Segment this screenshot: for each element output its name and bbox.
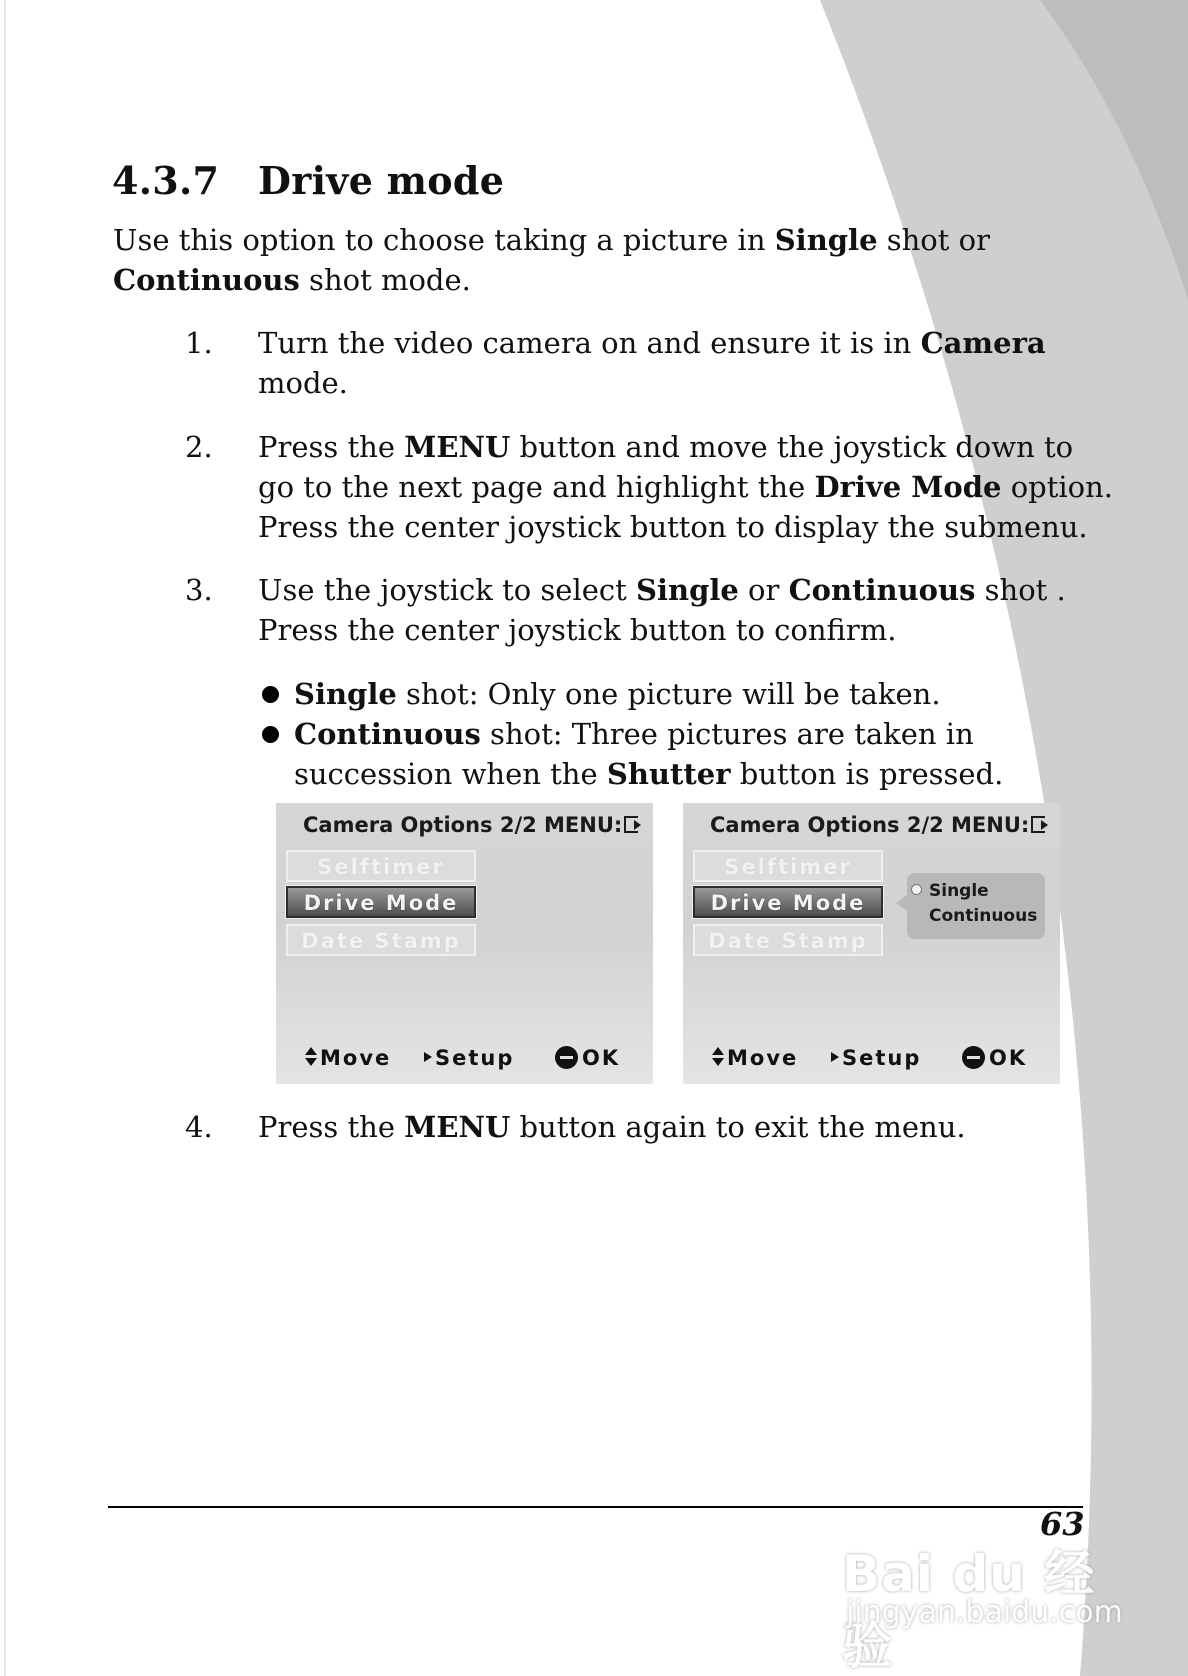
step-text [258,1107,1088,1147]
screen-title: Camera Options 2/2 [710,813,944,837]
step-number: 3. [185,573,213,607]
bullet-text [294,714,1004,794]
menu-item-selftimer: Selftimer [693,850,883,882]
bullet-bold: Single [294,677,397,711]
intro-text: shot or [877,223,990,257]
menu-item-date-stamp: Date Stamp [693,924,883,956]
watermark-url: jingyan.baidu.com [846,1595,1123,1630]
intro-bold-continuous: Continuous [113,263,300,297]
baidu-watermark [842,1500,1123,1675]
camera-submenu-screenshot [683,803,1060,1084]
watermark-brand: Bai du 经验 [842,1545,1096,1675]
step-text-part: Turn the video camera on and ensure it is in [258,326,921,360]
section-title: Drive mode [258,158,505,203]
footer-move [712,1046,798,1070]
footer-setup-label: Setup [435,1046,515,1070]
step-bold-menu: MENU [404,430,511,464]
ok-button-icon [555,1046,578,1069]
bullet-text-part: shot: Only one picture will be taken. [396,677,941,711]
submenu-option-single: Single [929,881,989,901]
right-arrow-icon [831,1052,839,1062]
step-text-part: Use the joystick to select [258,573,637,607]
menu-item-date-stamp: Date Stamp [286,924,476,956]
bullet-bold-shutter: Shutter [606,757,731,791]
step-text-part: button again to exit the menu. [510,1110,966,1144]
exit-icon [1031,816,1045,833]
section-number: 4.3.7 [112,158,220,203]
footer-move-label: Move [727,1046,799,1070]
bullet-text [294,674,984,714]
intro-text: Use this option to choose taking a picture in [113,223,775,257]
up-down-arrow-icon [305,1046,317,1068]
footer-move [305,1046,391,1070]
step-bold-single: Single [636,573,739,607]
drive-mode-submenu [907,873,1045,939]
step-text-part: mode. [258,366,348,400]
footer-ok [962,1046,1027,1070]
footer-move-label: Move [320,1046,392,1070]
intro-bold-single: Single [774,223,878,257]
menu-exit-label [544,813,638,837]
radio-selected-icon [911,884,922,895]
menu-item-drive-mode: Drive Mode [693,886,883,918]
menu-item-selftimer: Selftimer [286,850,476,882]
step-text [258,323,1088,403]
step-text-part: Press the center joystick button to display the submenu. [258,510,1088,544]
step-number: 1. [185,326,213,360]
menu-exit-label [951,813,1045,837]
intro-paragraph [113,220,990,300]
step-text-part: or [738,573,789,607]
step-text-part: Press the center joystick button to confirm. [258,613,897,647]
menu-exit-text: MENU: [544,813,623,837]
camera-menu-screenshot [276,803,653,1084]
step-text-part: shot . [975,573,1066,607]
step-bold-drive-mode: Drive Mode [814,470,1002,504]
step-bold-camera: Camera [920,326,1046,360]
submenu-option-continuous: Continuous [929,906,1038,926]
exit-icon [624,816,638,833]
step-text-part: option. [1001,470,1114,504]
step-number: 2. [185,430,213,464]
right-arrow-icon [424,1052,432,1062]
menu-item-drive-mode: Drive Mode [286,886,476,918]
footer-ok [555,1046,620,1070]
page-number: 63 [1040,1505,1085,1543]
step-bold-continuous: Continuous [788,573,976,607]
bullet-dot-icon [262,726,279,743]
bullet-text-part: shot: Three pictures are taken in [480,717,974,751]
step-text-part: Press the [258,1110,405,1144]
footer-setup [424,1046,514,1070]
step-number: 4. [185,1110,213,1144]
section-heading [112,158,504,203]
intro-text: shot mode. [299,263,471,297]
footer-setup-label: Setup [842,1046,922,1070]
menu-exit-text: MENU: [951,813,1030,837]
footer-ok-label: OK [989,1046,1028,1070]
step-text-part: button and move the joystick down to [510,430,1074,464]
step-bold-menu: MENU [404,1110,511,1144]
step-text-part: Press the [258,430,405,464]
bullet-text-part: succession when the [294,757,607,791]
screen-title: Camera Options 2/2 [303,813,537,837]
footer-setup [831,1046,921,1070]
step-text [258,427,1114,547]
ok-button-icon [962,1046,985,1069]
bullet-text-part: button is pressed. [730,757,1004,791]
left-margin-line [4,0,6,1676]
footer-ok-label: OK [582,1046,621,1070]
bullet-bold: Continuous [294,717,481,751]
step-text [258,570,1088,650]
up-down-arrow-icon [712,1046,724,1068]
bullet-dot-icon [262,686,279,703]
step-text-part: go to the next page and highlight the [258,470,815,504]
